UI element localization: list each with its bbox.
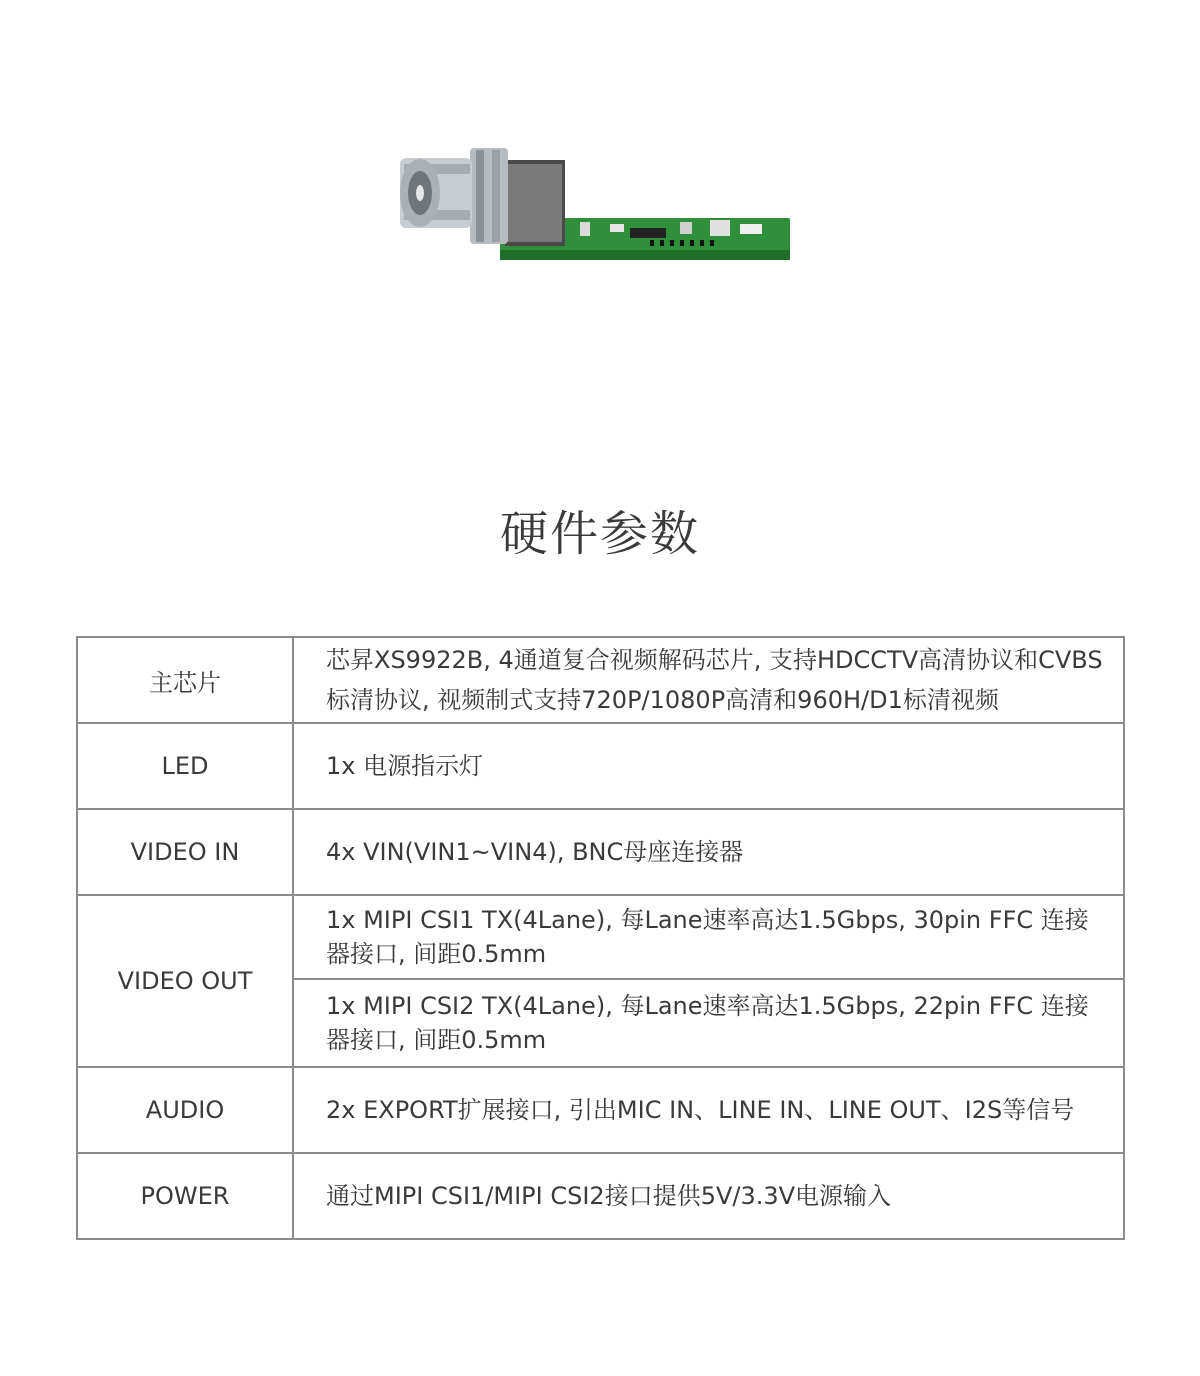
spec-label: LED (77, 723, 293, 809)
spec-value: 1x 电源指示灯 (293, 723, 1124, 809)
spec-row-video-out-1 (77, 895, 1124, 979)
spec-label: 主芯片 (77, 637, 293, 723)
spec-label: POWER (77, 1153, 293, 1239)
spec-value: 1x MIPI CSI2 TX(4Lane), 每Lane速率高达1.5Gbps, 22pin FFC 连接器接口, 间距0.5mm (293, 979, 1124, 1067)
spec-label: AUDIO (77, 1067, 293, 1153)
spec-label: VIDEO OUT (77, 895, 293, 1067)
spec-row-main-chip (77, 637, 1124, 723)
spec-row-audio (77, 1067, 1124, 1153)
spec-row-video-in (77, 809, 1124, 895)
spec-value: 芯昇XS9922B, 4通道复合视频解码芯片, 支持HDCCTV高清协议和CVBS标清协议, 视频制式支持720P/1080P高清和960H/D1标清视频 (293, 637, 1124, 723)
spec-value: 1x MIPI CSI1 TX(4Lane), 每Lane速率高达1.5Gbps, 30pin FFC 连接器接口, 间距0.5mm (293, 895, 1124, 979)
spec-label: VIDEO IN (77, 809, 293, 895)
spec-row-led (77, 723, 1124, 809)
spec-table (76, 636, 1125, 1240)
spec-value: 通过MIPI CSI1/MIPI CSI2接口提供5V/3.3V电源输入 (293, 1153, 1124, 1239)
spec-value: 2x EXPORT扩展接口, 引出MIC IN、LINE IN、LINE OUT、I2S等信号 (293, 1067, 1124, 1153)
product-photo (380, 140, 800, 270)
section-title: 硬件参数 (499, 506, 700, 562)
spec-row-power (77, 1153, 1124, 1239)
spec-value: 4x VIN(VIN1~VIN4), BNC母座连接器 (293, 809, 1124, 895)
